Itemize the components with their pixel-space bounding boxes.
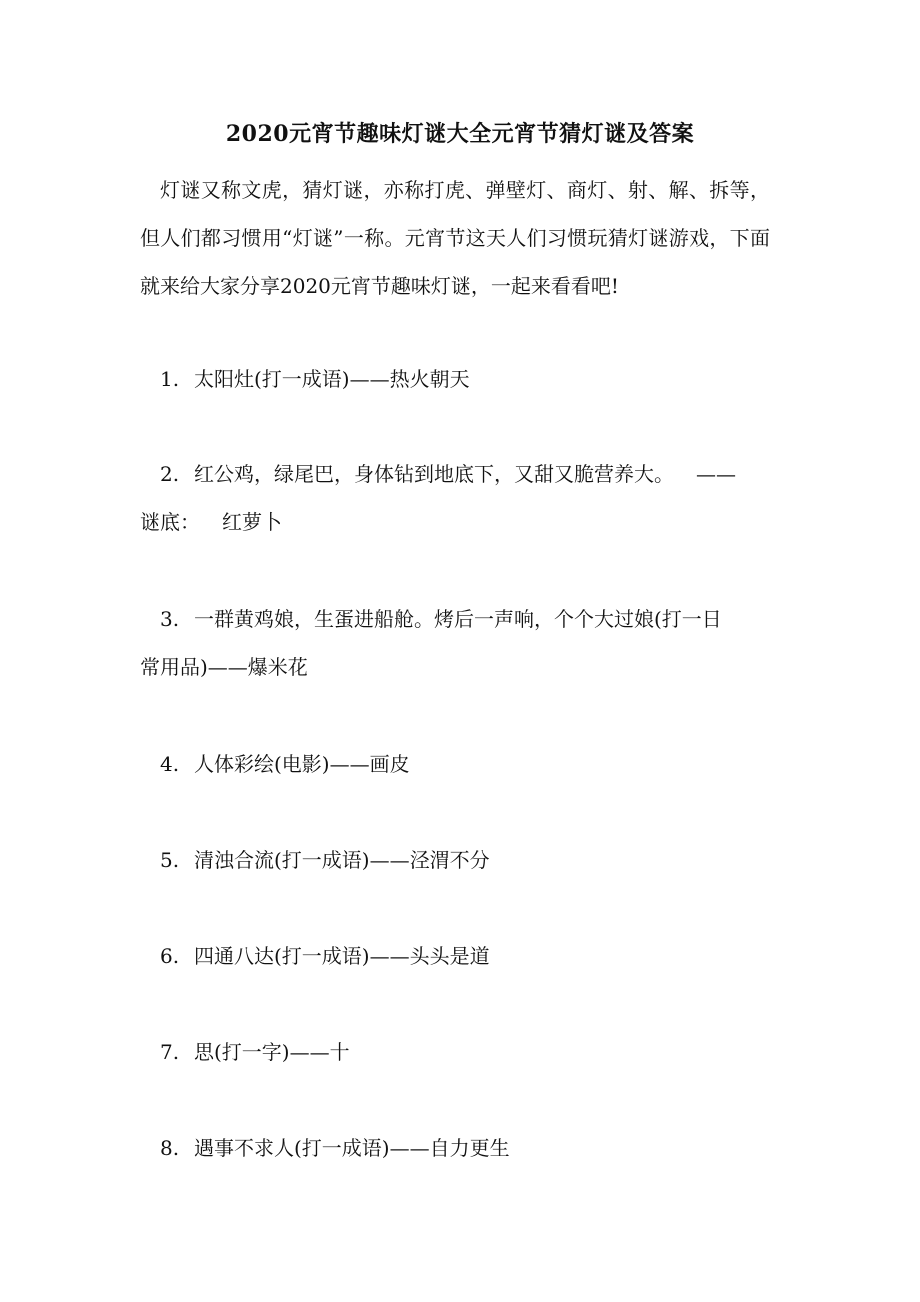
riddle-text: 四通八达(打一成语)——头头是道 (194, 944, 490, 968)
riddle-text: 清浊合流(打一成语)——泾渭不分 (194, 848, 490, 872)
riddle-number: 1. (160, 367, 180, 391)
document-title: 2020元宵节趣味灯谜大全元宵节猜灯谜及答案 (225, 121, 695, 147)
riddle-text: 一群黄鸡娘，生蛋进船舱。烤后一声响，个个大过娘(打一日 (194, 607, 722, 631)
riddle-number: 6. (160, 944, 180, 968)
riddle-text: 太阳灶(打一成语)——热火朝天 (194, 367, 470, 391)
riddle-text: 红公鸡，绿尾巴，身体钻到地底下，又甜又脆营养大。 (194, 462, 674, 486)
riddle-item-2 (140, 450, 770, 546)
riddle-item-4 (140, 740, 770, 788)
riddle-answer-label: 谜底： (140, 510, 200, 534)
riddle-line (140, 595, 770, 643)
riddle-line: 常用品)——爆米花 (140, 655, 308, 679)
riddle-text: 人体彩绘(电影)——画皮 (194, 752, 410, 776)
riddle-item-3 (140, 595, 770, 691)
riddle-number: 4. (160, 752, 180, 776)
riddle-number: 5. (160, 848, 180, 872)
riddle-answer: 红萝卜 (222, 510, 282, 534)
riddle-number: 3. (160, 607, 180, 631)
riddle-line (140, 450, 770, 498)
riddle-text: 遇事不求人(打一成语)——自力更生 (194, 1136, 510, 1160)
riddle-item-7 (140, 1028, 770, 1076)
riddle-number: 8. (160, 1136, 180, 1160)
intro-paragraph: 灯谜又称文虎，猜灯谜，亦称打虎、弹壁灯、商灯、射、解、拆等，但人们都习惯用“灯谜”一称。元宵节这天人们习惯玩猜灯谜游戏，下面就来给大家分享2020元宵节趣味灯谜，一起来看看吧! (140, 178, 770, 298)
riddle-dash: —— (696, 462, 736, 486)
riddle-number: 2. (160, 462, 180, 486)
riddle-text: 思(打一字)——十 (194, 1040, 350, 1064)
riddle-item-5 (140, 836, 770, 884)
riddle-item-6 (140, 932, 770, 980)
riddle-number: 7. (160, 1040, 180, 1064)
riddle-line (140, 498, 770, 546)
riddle-item-1 (140, 355, 770, 403)
riddle-item-8 (140, 1124, 770, 1172)
